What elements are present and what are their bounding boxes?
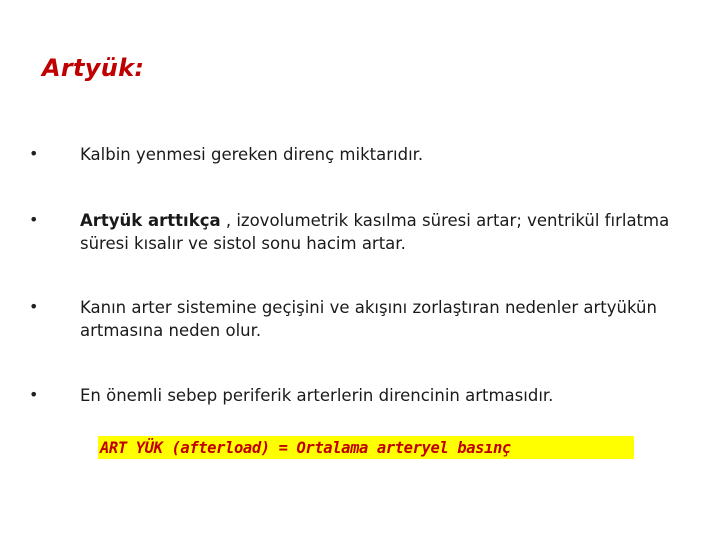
bullet-text [80, 296, 690, 342]
slide-title: Artyük: [42, 54, 145, 82]
bullet-dot-icon: • [29, 144, 39, 163]
bullet-dot-icon: • [29, 297, 39, 316]
bullet-text-body: Kalbin yenmesi gereken direnç miktarıdır. [80, 145, 424, 164]
bullet-text-bold: Artyük arttıkça [80, 211, 221, 230]
bullet-text-body: Kanın arter sistemine geçişini ve akışını zorlaştıran nedenler artyükün artmasına neden olur. [80, 298, 657, 340]
bullet-text [80, 143, 690, 166]
bullet-dot-icon: • [29, 210, 39, 229]
bullet-text [80, 209, 690, 255]
bullet-dot-icon: • [29, 385, 39, 404]
bullet-text-body: En önemli sebep periferik arterlerin direncinin artmasıdır. [80, 386, 554, 405]
bullet-text-body: , izovolumetrik kasılma süresi artar; ventrikül fırlatma süresi kısalır ve sistol sonu hacim artar. [80, 211, 670, 253]
bullet-text [80, 384, 690, 407]
formula-text: ART YÜK (afterload) = Ortalama arteryel basınç [100, 439, 511, 457]
